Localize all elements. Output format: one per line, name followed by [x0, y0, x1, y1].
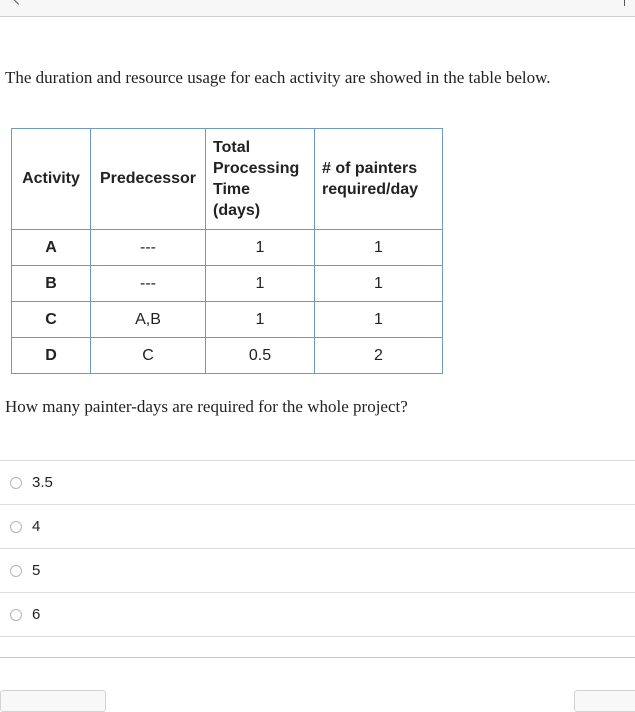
option-3-5[interactable]: [0, 460, 635, 504]
table-header-row: [12, 129, 443, 230]
question-prompt: The duration and resource usage for each activity are showed in the table below.: [5, 68, 551, 87]
radio-button-icon[interactable]: [10, 609, 22, 621]
header-time-line: (days): [213, 202, 261, 219]
header-time-line: Total: [213, 139, 251, 156]
header-predecessor: Predecessor: [91, 129, 206, 230]
previous-button[interactable]: [0, 690, 106, 712]
option-5[interactable]: [0, 548, 635, 592]
cell-predecessor: C: [91, 338, 206, 374]
header-processing-time: [206, 129, 315, 230]
option-label: 6: [32, 606, 41, 623]
answer-options: [0, 460, 635, 638]
radio-button-icon[interactable]: [10, 565, 22, 577]
cell-predecessor: A,B: [91, 302, 206, 338]
cell-predecessor: ---: [91, 230, 206, 266]
cell-time: 0.5: [206, 338, 315, 374]
table-row: [12, 266, 443, 302]
radio-button-icon[interactable]: [10, 521, 22, 533]
cell-time: 1: [206, 266, 315, 302]
cell-time: 1: [206, 230, 315, 266]
cell-painters: 1: [315, 302, 443, 338]
cell-painters: 2: [315, 338, 443, 374]
question-text: How many painter-days are required for the whole project?: [5, 397, 408, 416]
header-painters: [315, 129, 443, 230]
divider: [0, 657, 635, 658]
radio-button-icon[interactable]: [10, 477, 22, 489]
divider: [0, 636, 635, 638]
cell-painters: 1: [315, 266, 443, 302]
option-label: 5: [32, 562, 41, 579]
cell-activity: B: [12, 266, 91, 302]
header-time-line: Time: [213, 181, 251, 198]
option-label: 3.5: [32, 474, 53, 491]
top-bar: [0, 0, 635, 17]
cell-painters: 1: [315, 230, 443, 266]
table-row: [12, 302, 443, 338]
header-activity: Activity: [12, 129, 91, 230]
table-row: [12, 230, 443, 266]
cell-time: 1: [206, 302, 315, 338]
option-label: 4: [32, 518, 41, 535]
option-4[interactable]: [0, 504, 635, 548]
menu-icon[interactable]: [624, 0, 626, 6]
cell-activity: A: [12, 230, 91, 266]
next-button[interactable]: [574, 690, 635, 712]
activity-table: [11, 128, 443, 374]
header-painters-line: required/day: [322, 181, 419, 198]
header-time-line: Processing: [213, 160, 300, 177]
option-6[interactable]: [0, 592, 635, 636]
header-painters-line: # of painters: [322, 160, 418, 177]
table-row: [12, 338, 443, 374]
cell-activity: C: [12, 302, 91, 338]
back-chevron-icon[interactable]: [12, 0, 25, 5]
cell-predecessor: ---: [91, 266, 206, 302]
cell-activity: D: [12, 338, 91, 374]
